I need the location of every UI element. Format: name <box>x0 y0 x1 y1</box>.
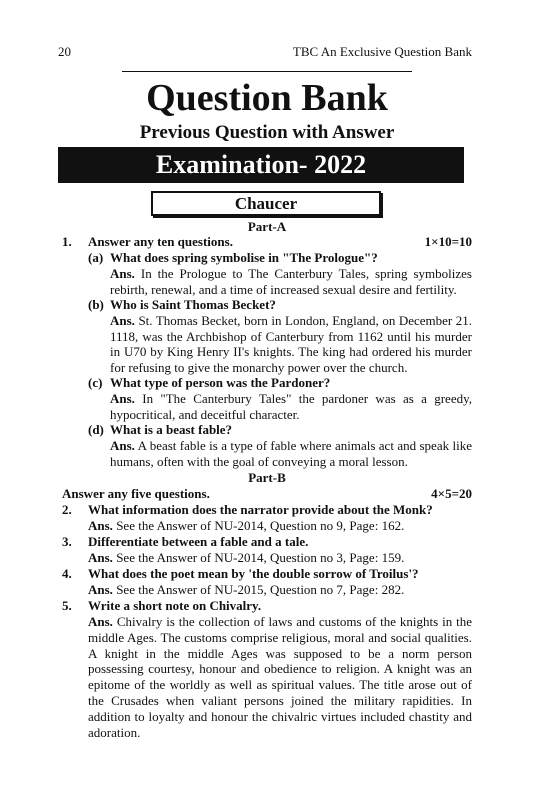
question-text: What information does the narrator provide about the Monk? <box>88 502 433 517</box>
exam-banner: Examination- 2022 <box>58 147 464 183</box>
answer-text: See the Answer of NU-2014, Question no 9, Page: 162. <box>116 518 405 533</box>
answer-label: Ans. <box>110 391 135 406</box>
answer-label: Ans. <box>110 438 135 453</box>
item-label: (a) <box>88 250 104 265</box>
answer-text: A beast fable is a type of fable where animals act and speak like humans, often with the goal of conveying a moral lesson. <box>110 438 472 469</box>
answer-block <box>110 391 472 422</box>
answer-block <box>110 438 472 469</box>
answer-text: Chivalry is the collection of laws and customs of the knights in the middle Ages. The customs comprise religious, moral and social qualities. A knight in the middle Ages was supposed to be a norm person possessing courtesy, honour and obedience to religion. A knight was an epitome of the worldly as well as spiritual values. The title arose out of the Crusades when valiant persons joined the military rapidities. In addition to loyalty and honour the chivalric virtues included chastity and adoration. <box>88 614 472 740</box>
answer-label: Ans. <box>88 518 113 533</box>
part-b-heading: Part-B <box>248 470 286 485</box>
answer-text: See the Answer of NU-2014, Question no 3, Page: 159. <box>116 550 405 565</box>
answer-label: Ans. <box>88 582 113 597</box>
question-text: Differentiate between a fable and a tale. <box>88 534 309 549</box>
answer-text: In the Prologue to The Canterbury Tales, spring symbolizes rebirth, renewal, and a time of increased sexual desire and fertility. <box>110 266 472 297</box>
question-number: 2. <box>62 502 72 517</box>
answer-label: Ans. <box>110 266 135 281</box>
page-number: 20 <box>58 44 71 59</box>
question-text: What type of person was the Pardoner? <box>110 375 331 390</box>
question-number: 1. <box>62 234 72 249</box>
part-b-marks: 4×5=20 <box>431 486 472 501</box>
subject-box: Chaucer <box>151 191 381 216</box>
question-text: What does the poet mean by 'the double sorrow of Troilus'? <box>88 566 419 581</box>
part-a-marks: 1×10=10 <box>424 234 472 249</box>
question-text: Write a short note on Chivalry. <box>88 598 262 613</box>
part-a-heading: Part-A <box>247 219 287 234</box>
part-a-instruction: Answer any ten questions. <box>88 234 233 249</box>
answer-block <box>88 614 472 740</box>
question-text: What does spring symbolise in "The Prologue"? <box>110 250 378 265</box>
answer-block <box>110 313 472 375</box>
answer-text: St. Thomas Becket, born in London, England, on December 21. 1118, was the Archbishop of Canterbury from 1162 until his murder in U70 by King Henry II's knights. The king had ordered his murder for refusing to give the monarchy power over the church. <box>110 313 472 375</box>
item-label: (b) <box>88 297 104 312</box>
answer-block <box>110 266 472 297</box>
question-number: 3. <box>62 534 72 549</box>
item-label: (c) <box>88 375 103 390</box>
question-text: What is a beast fable? <box>110 422 233 437</box>
part-b-instruction: Answer any five questions. <box>62 486 210 501</box>
answer-text: See the Answer of NU-2015, Question no 7, Page: 282. <box>116 582 405 597</box>
book-title: TBC An Exclusive Question Bank <box>292 44 472 59</box>
answer-block <box>88 518 404 534</box>
question-text: Who is Saint Thomas Becket? <box>110 297 276 312</box>
question-number: 4. <box>62 566 72 581</box>
page-subtitle: Previous Question with Answer <box>139 122 395 143</box>
page-title: Question Bank <box>146 77 388 119</box>
answer-label: Ans. <box>88 550 113 565</box>
answer-label: Ans. <box>110 313 135 328</box>
answer-block <box>88 582 404 598</box>
answer-text: In "The Canterbury Tales" the pardoner was as a greedy, hypocritical, and deceitful character. <box>110 391 472 422</box>
answer-block <box>88 550 404 566</box>
answer-label: Ans. <box>88 614 113 629</box>
question-number: 5. <box>62 598 72 613</box>
title-rule <box>122 71 412 72</box>
item-label: (d) <box>88 422 104 437</box>
